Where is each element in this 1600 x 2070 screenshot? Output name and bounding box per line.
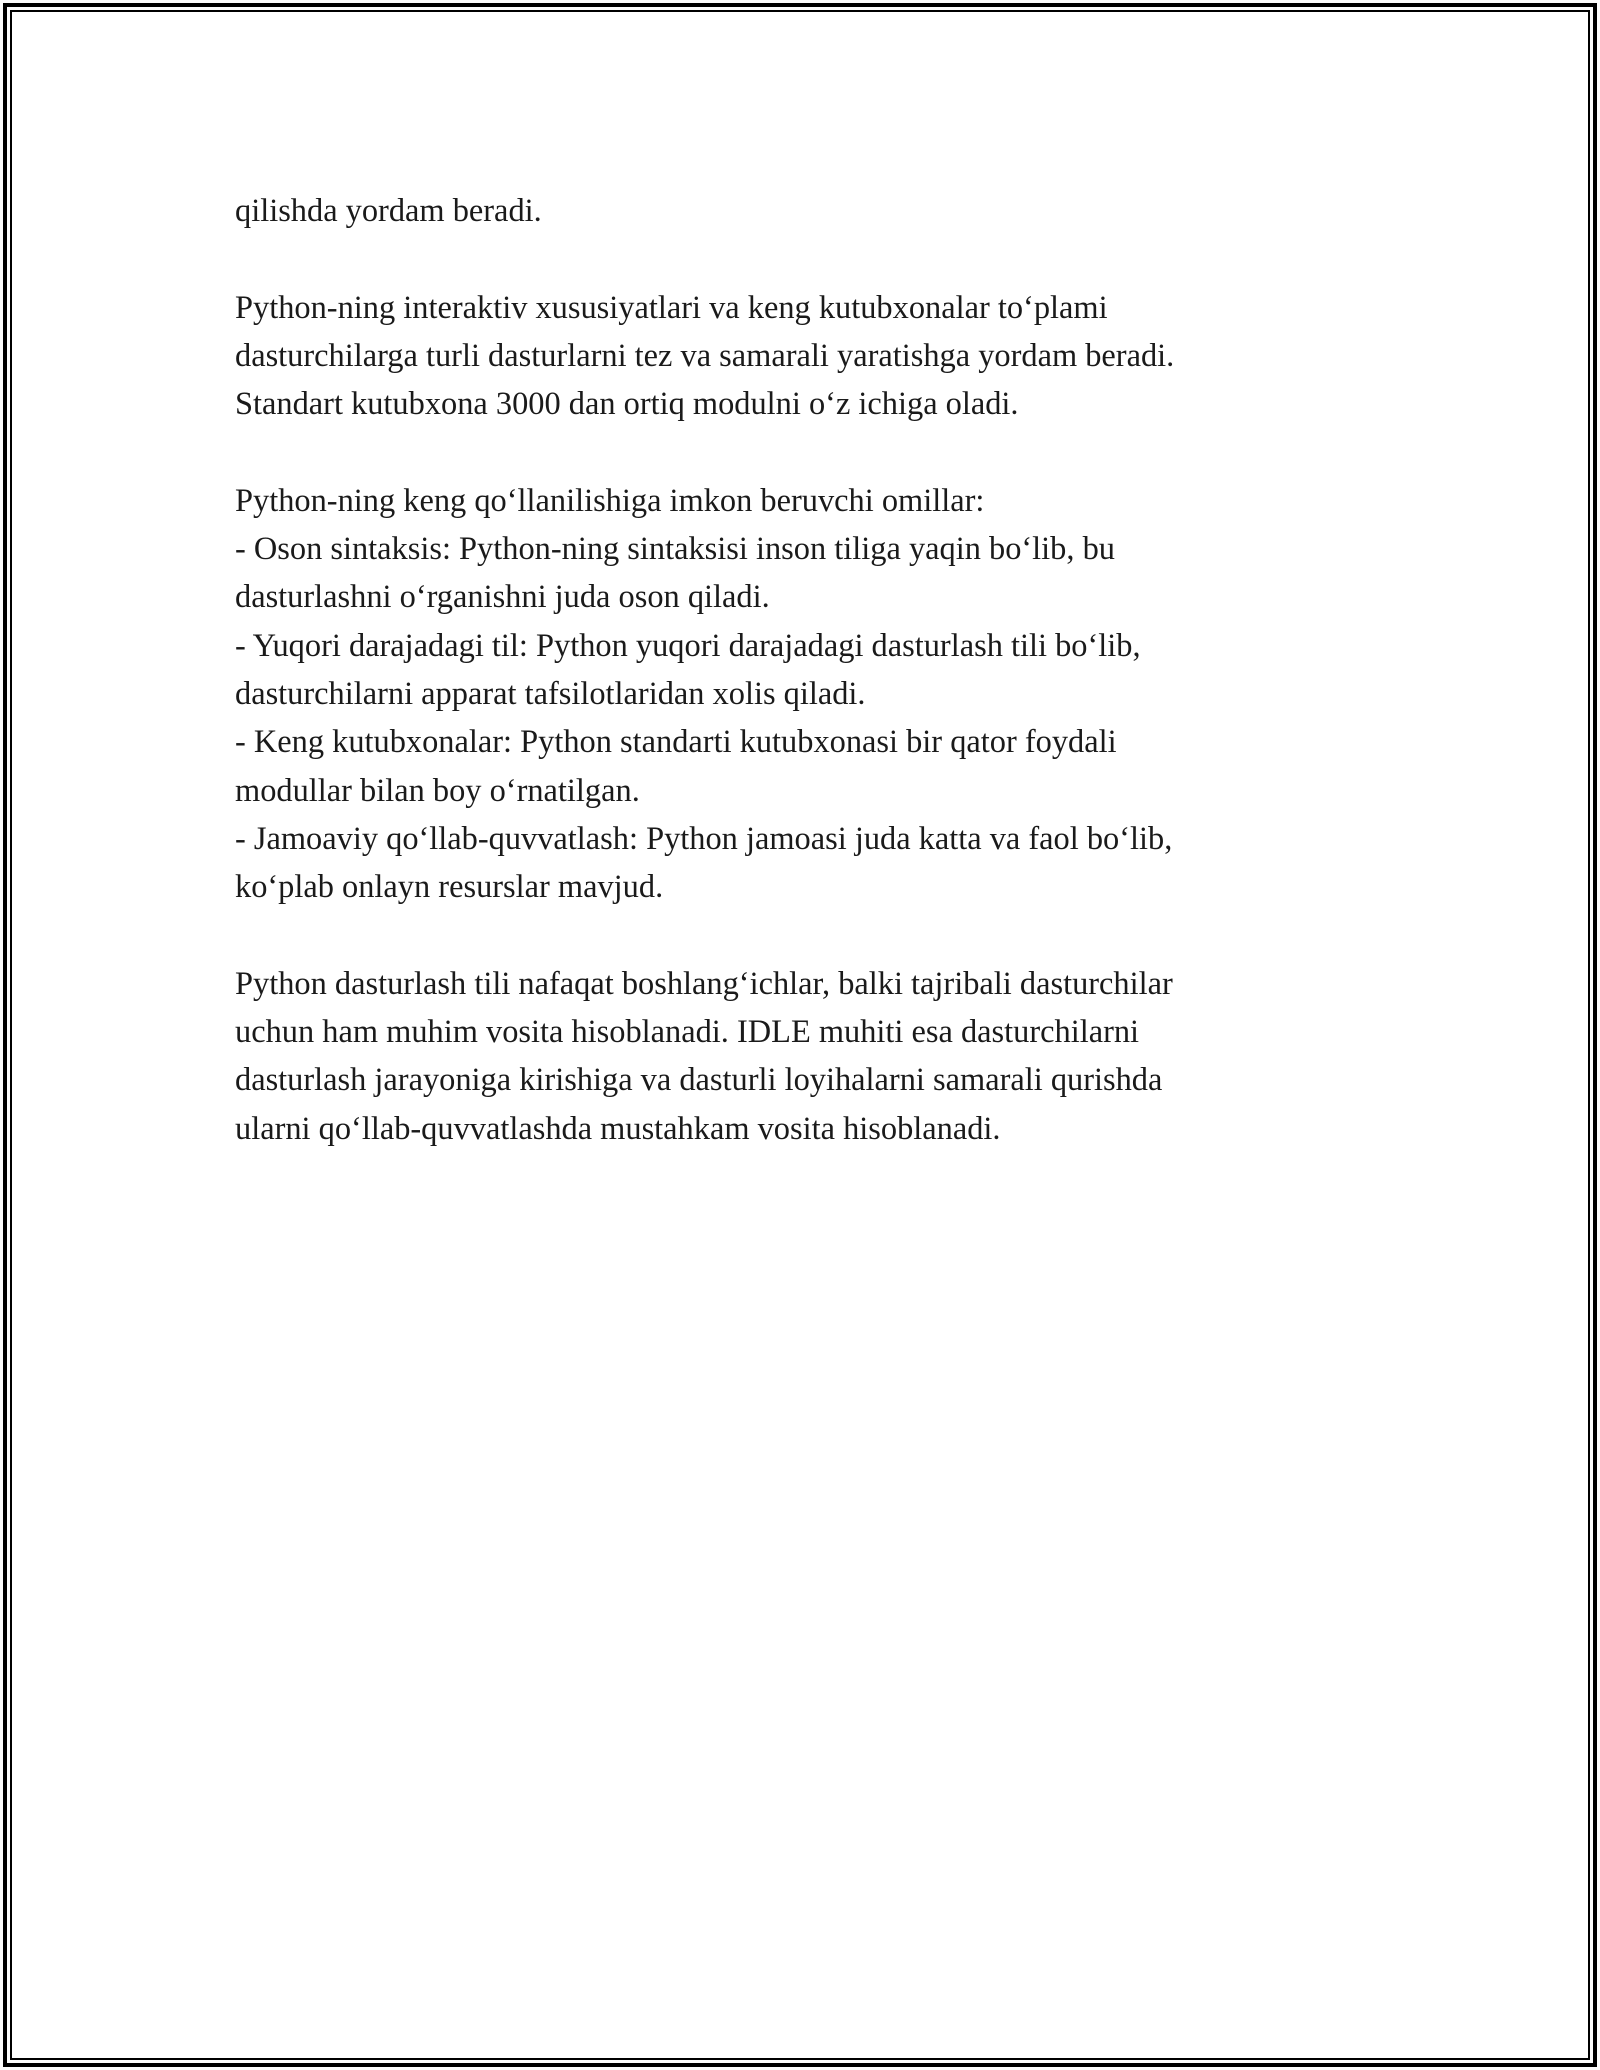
text-line: modullar bilan boy o‘rnatilgan. xyxy=(235,772,640,809)
text-line: Python-ning interaktiv xususiyatlari va keng kutubxonalar to‘plami xyxy=(235,289,1108,326)
paragraph-continuation xyxy=(235,187,1355,235)
text-line: dasturchilarni apparat tafsilotlaridan xolis qiladi. xyxy=(235,675,866,712)
text-line: - Jamoaviy qo‘llab-quvvatlash: Python jamoasi juda katta va faol bo‘lib, xyxy=(235,820,1173,857)
text-line: Python dasturlash tili nafaqat boshlang‘ichlar, balki tajribali dasturchilar xyxy=(235,965,1173,1002)
text-line: ularni qo‘llab-quvvatlashda mustahkam vosita hisoblanadi. xyxy=(235,1110,1001,1147)
text-line: - Keng kutubxonalar: Python standarti kutubxonasi bir qator foydali xyxy=(235,724,1117,761)
text-line: dasturlashni o‘rganishni juda oson qiladi. xyxy=(235,579,770,616)
paragraph-python-factors xyxy=(235,477,1355,912)
paragraph-python-features xyxy=(235,284,1355,429)
text-line: Standart kutubxona 3000 dan ortiq modulni o‘z ichiga oladi. xyxy=(235,386,1019,423)
text-line: - Yuqori darajadagi til: Python yuqori darajadagi dasturlash tili bo‘lib, xyxy=(235,627,1141,664)
text-line: ko‘plab onlayn resurslar mavjud. xyxy=(235,869,664,906)
text-line: dasturchilarga turli dasturlarni tez va samarali yaratishga yordam beradi. xyxy=(235,337,1175,374)
text-line: qilishda yordam beradi. xyxy=(235,193,542,229)
document-body xyxy=(235,187,1355,1201)
paragraph-conclusion xyxy=(235,960,1355,1153)
text-line: uchun ham muhim vosita hisoblanadi. IDLE muhiti esa dasturchilarni xyxy=(235,1014,1140,1051)
text-line: Python-ning keng qo‘llanilishiga imkon beruvchi omillar: xyxy=(235,482,985,519)
text-line: - Oson sintaksis: Python-ning sintaksisi inson tiliga yaqin bo‘lib, bu xyxy=(235,531,1115,568)
text-line: dasturlash jarayoniga kirishiga va dasturli loyihalarni samarali qurishda xyxy=(235,1062,1163,1099)
